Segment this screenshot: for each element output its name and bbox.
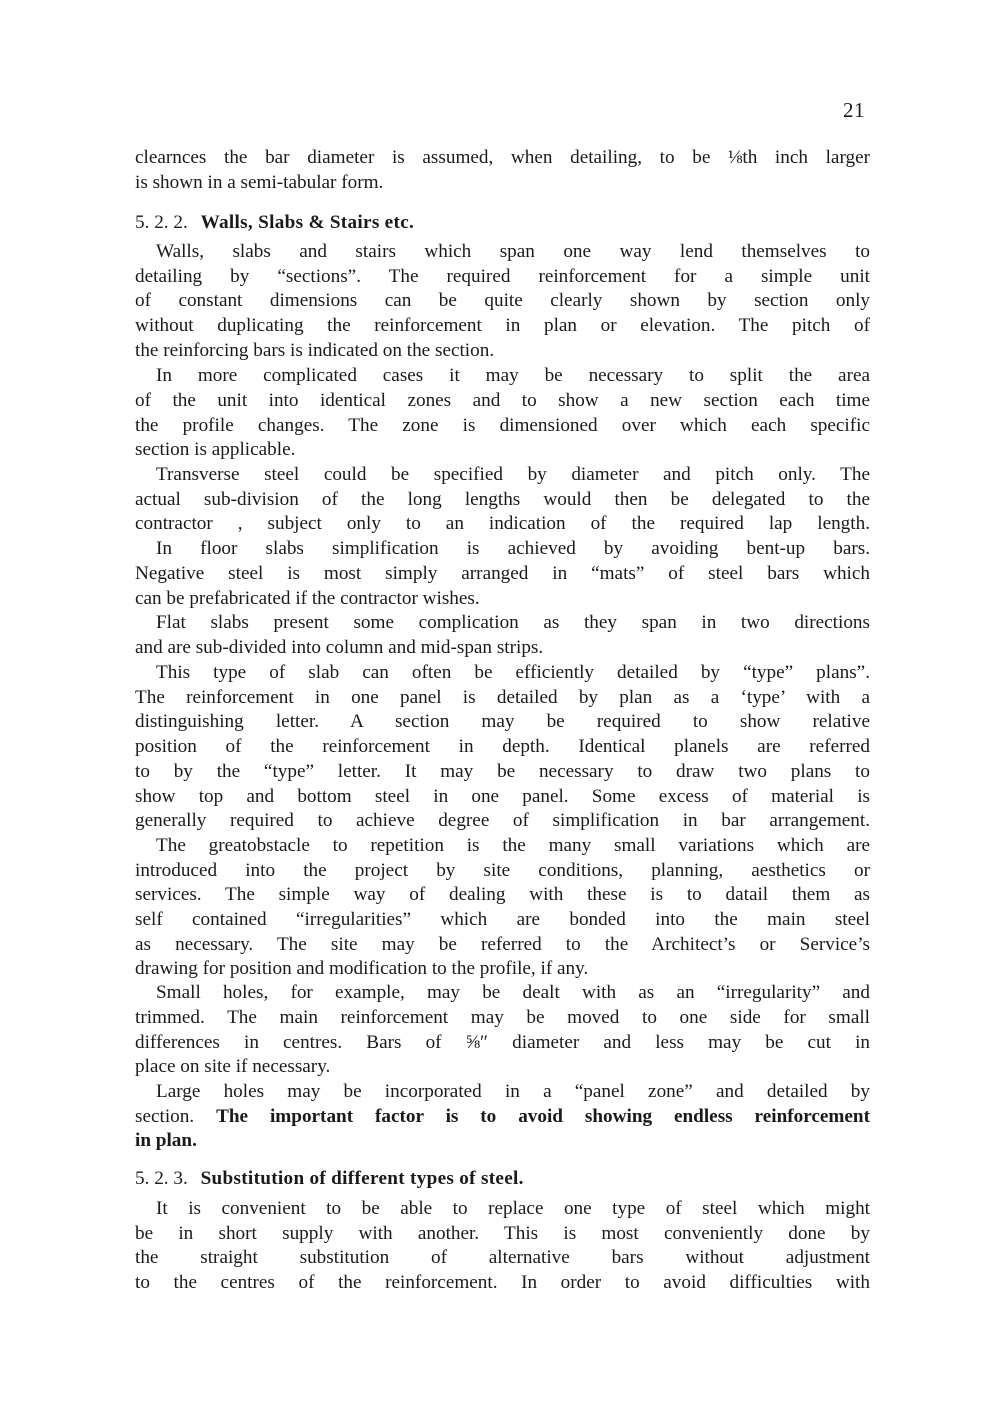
paragraph-line: be in short supply with another. This is most conveniently done by <box>135 1223 870 1244</box>
intro-line: is shown in a semi-tabular form. <box>135 172 384 193</box>
paragraph-line: to by the “type” letter. It may be necessary to draw two plans to <box>135 761 870 782</box>
paragraph-line: actual sub-division of the long lengths would then be delegated to the <box>135 489 870 510</box>
section-title: Substitution of different types of steel. <box>200 1168 524 1189</box>
paragraph-line: The reinforcement in one panel is detailed by plan as a ‘type’ with a <box>135 687 870 708</box>
paragraph-line: Walls, slabs and stairs which span one way lend themselves to <box>156 241 870 262</box>
paragraph-line: without duplicating the reinforcement in plan or elevation. The pitch of <box>135 315 870 336</box>
section-heading-5-2-2 <box>135 211 414 235</box>
paragraph-line: and are sub-divided into column and mid-span strips. <box>135 637 544 658</box>
paragraph-line: section is applicable. <box>135 439 296 460</box>
paragraph-line: This type of slab can often be efficiently detailed by “type” plans”. <box>156 662 870 683</box>
paragraph-line: of the unit into identical zones and to show a new section each time <box>135 390 870 411</box>
paragraph-line: It is convenient to be able to replace one type of steel which might <box>156 1198 870 1219</box>
paragraph-line: In more complicated cases it may be necessary to split the area <box>156 365 870 386</box>
paragraph-line: as necessary. The site may be referred to the Architect’s or Service’s <box>135 934 870 955</box>
paragraph-line: to the centres of the reinforcement. In order to avoid difficulties with <box>135 1272 870 1293</box>
paragraph-line: contractor , subject only to an indication of the required lap length. <box>135 513 870 534</box>
section-title: Walls, Slabs & Stairs etc. <box>200 212 415 233</box>
paragraph-line: detailing by “sections”. The required reinforcement for a simple unit <box>135 266 870 287</box>
paragraph-line: can be prefabricated if the contractor wishes. <box>135 588 480 609</box>
section-number: 5. 2. 3. <box>135 1168 188 1189</box>
paragraph-text: section. <box>135 1106 217 1127</box>
paragraph-line: position of the reinforcement in depth. Identical planels are referred <box>135 736 870 757</box>
paragraph-line: the profile changes. The zone is dimensioned over which each specific <box>135 415 870 436</box>
section-number: 5. 2. 2. <box>135 212 188 233</box>
paragraph-line: In floor slabs simplification is achieved by avoiding bent-up bars. <box>156 538 870 559</box>
paragraph-line: drawing for position and modification to the profile, if any. <box>135 958 589 979</box>
paragraph-line: self contained “irregularities” which are bonded into the main steel <box>135 909 870 930</box>
section-heading-5-2-3 <box>135 1167 524 1191</box>
paragraph-line: the reinforcing bars is indicated on the section. <box>135 340 495 361</box>
page-number: 21 <box>843 98 865 122</box>
paragraph-line: Flat slabs present some complication as they span in two directions <box>156 612 870 633</box>
paragraph-line: introduced into the project by site conditions, planning, aesthetics or <box>135 860 870 881</box>
paragraph-line: generally required to achieve degree of simplification in bar arrangement. <box>135 810 870 831</box>
paragraph-line: The greatobstacle to repetition is the many small variations which are <box>156 835 870 856</box>
paragraph-line: services. The simple way of dealing with these is to datail them as <box>135 884 870 905</box>
paragraph-line: place on site if necessary. <box>135 1056 331 1077</box>
emphasis-text: The important factor is to avoid showing endless reinforcement <box>216 1106 870 1127</box>
paragraph-line: Small holes, for example, may be dealt with as an “irregularity” and <box>156 982 870 1003</box>
paragraph-line: of constant dimensions can be quite clearly shown by section only <box>135 290 870 311</box>
paragraph-line: distinguishing letter. A section may be required to show relative <box>135 711 870 732</box>
emphasis-line: in plan. <box>135 1130 197 1151</box>
paragraph-line: Large holes may be incorporated in a “panel zone” and detailed by <box>156 1081 870 1102</box>
paragraph-line: Transverse steel could be specified by diameter and pitch only. The <box>156 464 870 485</box>
paragraph-line-mixed <box>135 1105 870 1129</box>
paragraph-line: trimmed. The main reinforcement may be moved to one side for small <box>135 1007 870 1028</box>
paragraph-line: differences in centres. Bars of ⅝″ diameter and less may be cut in <box>135 1032 870 1053</box>
intro-line: clearnces the bar diameter is assumed, when detailing, to be ⅛th inch larger <box>135 147 870 168</box>
paragraph-line: the straight substitution of alternative bars without adjustment <box>135 1247 870 1268</box>
paragraph-line: show top and bottom steel in one panel. Some excess of material is <box>135 786 870 807</box>
paragraph-line: Negative steel is most simply arranged in “mats” of steel bars which <box>135 563 870 584</box>
